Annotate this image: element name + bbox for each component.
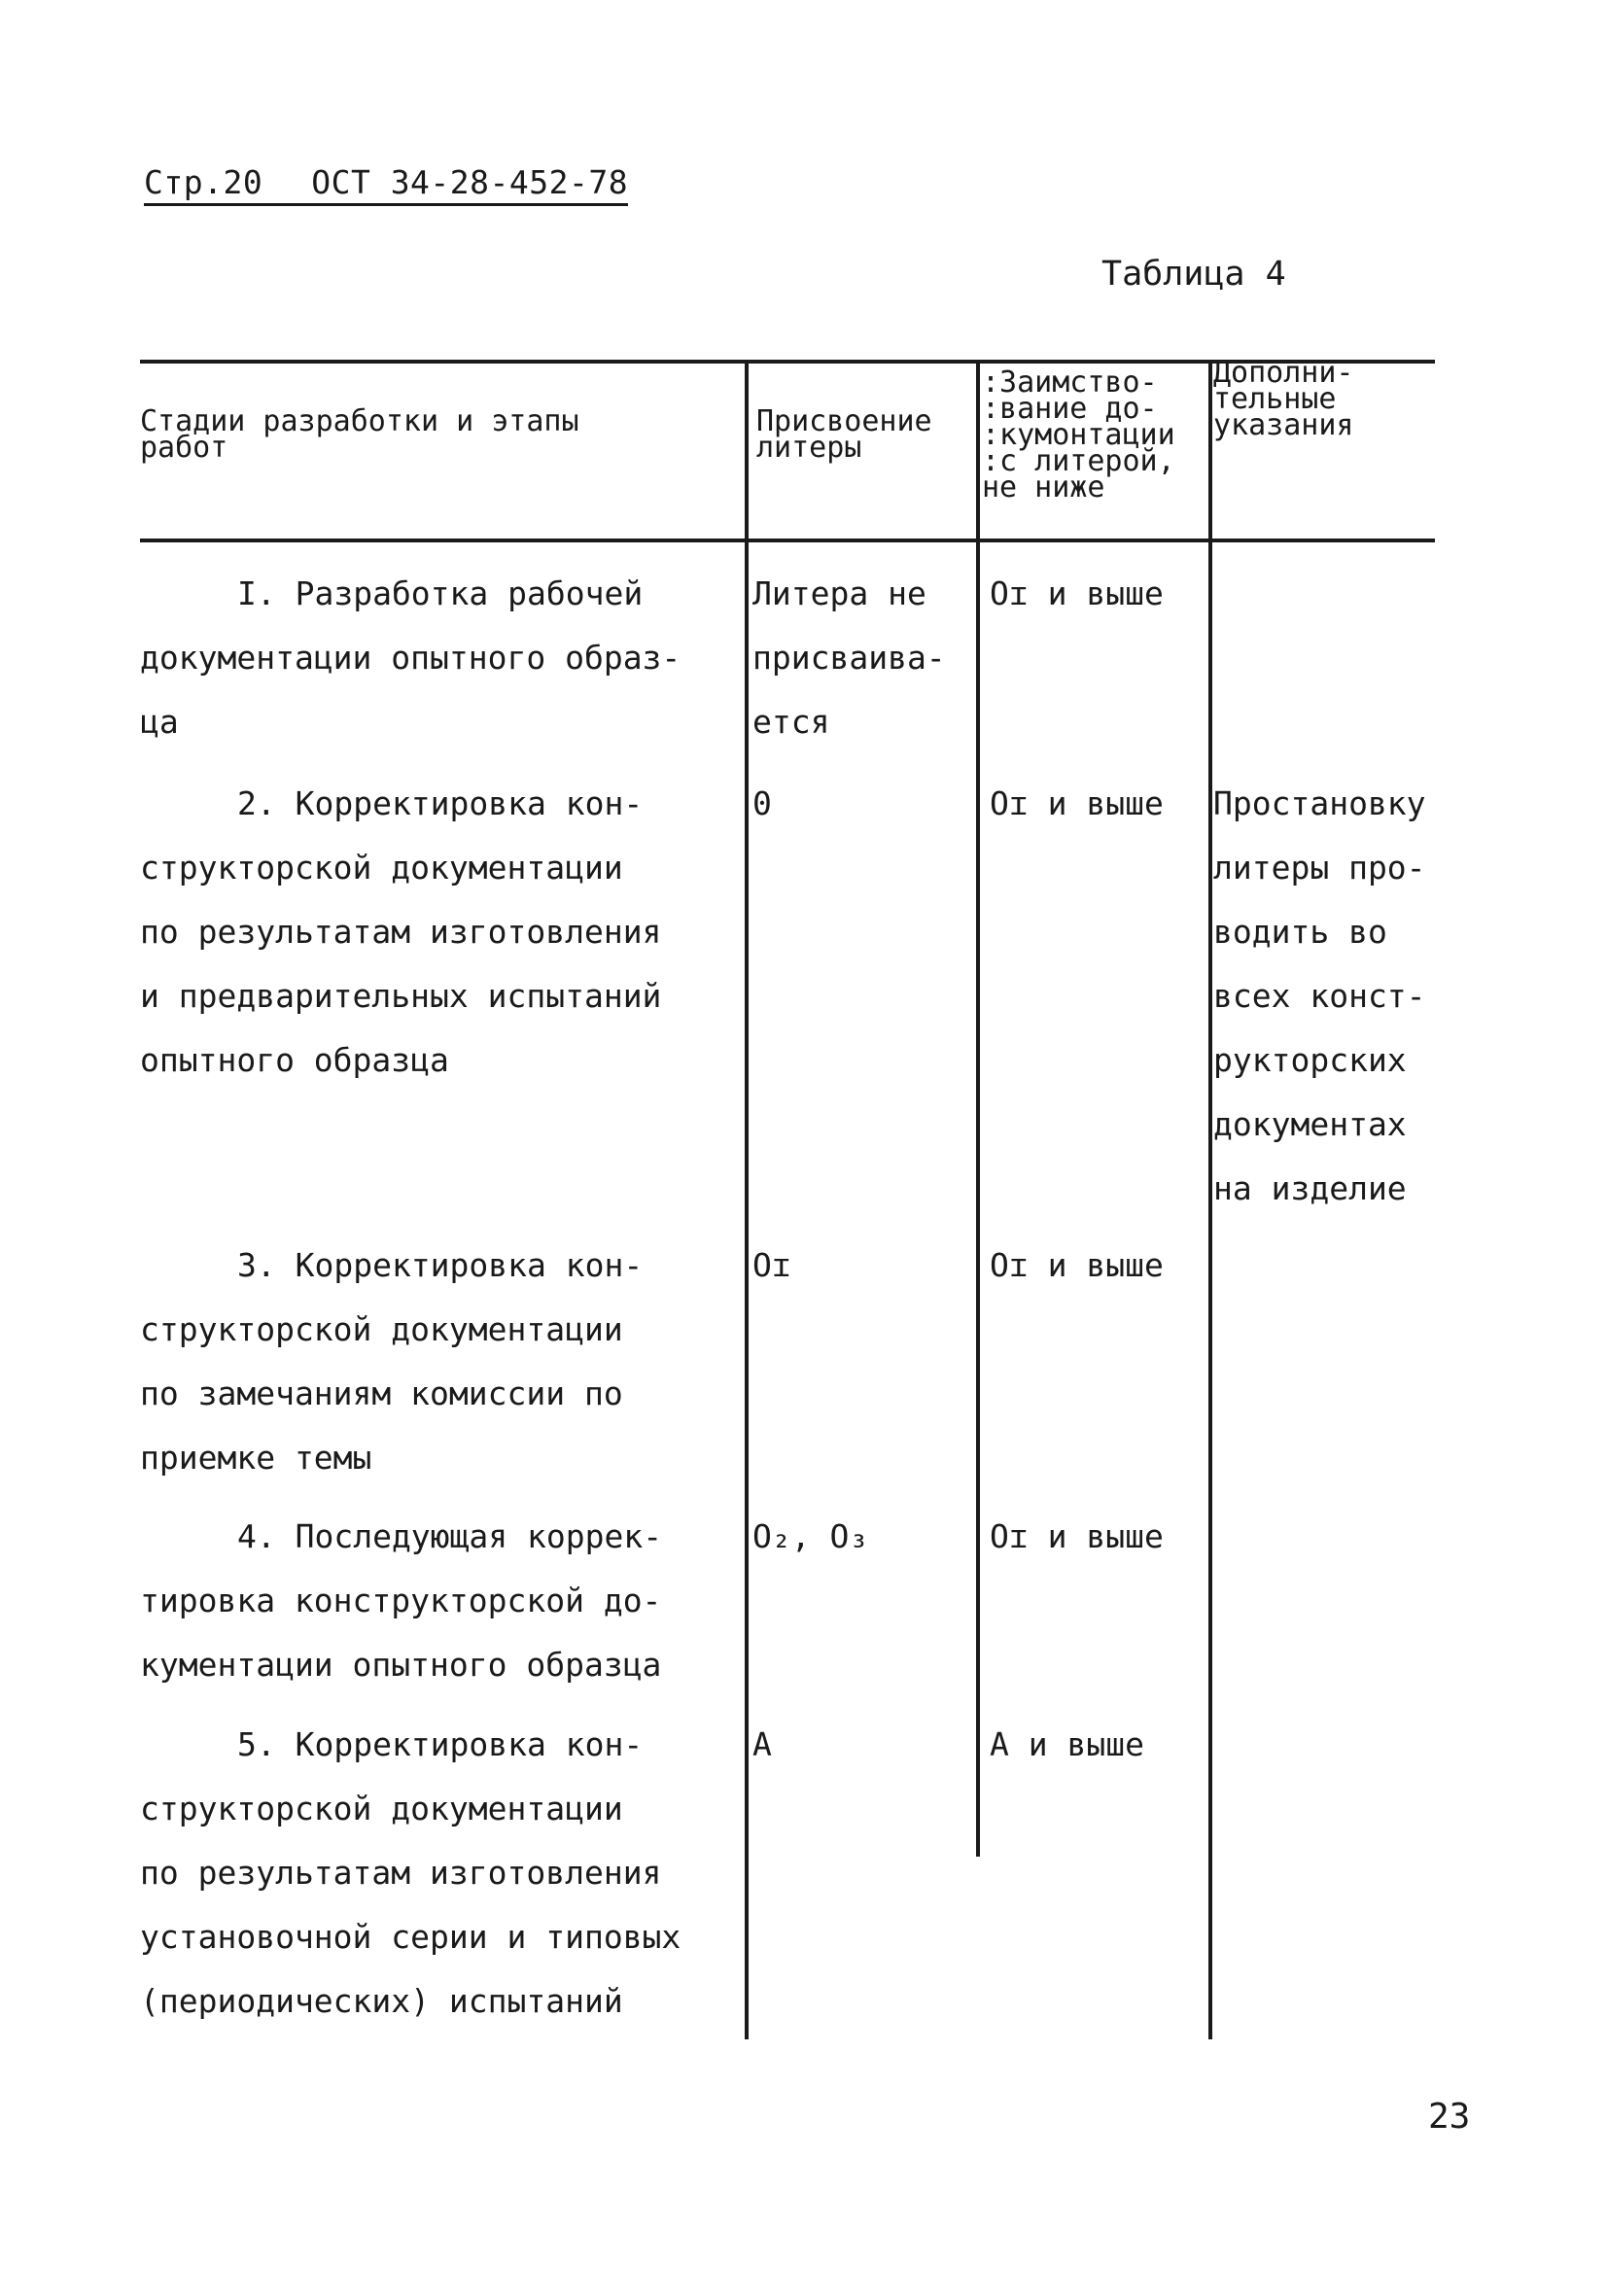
borrow-cell: Oɪ и выше [990,1246,1164,1284]
litera-cell: Oɪ [752,1246,791,1284]
header-bottom-rule [140,539,1435,542]
column-header-borrow: :Заимство- :вание до- :кумонтации :с литерой, не ниже [982,365,1175,504]
litera-cell: Литера не присваива- ется [752,574,946,741]
standard-code: ОСТ 34-28-452-78 [311,163,629,201]
column-header-notes: Дополни- тельные указания [1213,356,1354,442]
stage-cell: 2. Корректировка кон- структорской документации по результатам изготовления и предварительных испытаний опытного образца [140,784,662,1079]
borrow-cell: Oɪ и выше [990,1517,1164,1555]
stages-table [140,356,1435,2039]
note-cell: Простановку литеры про- водить во всех конст- рукторских документах на изделие [1213,784,1426,1207]
page-label: Стр.20 [144,163,263,201]
litera-cell: 0 [752,784,772,822]
column-header-stage: Стадии разработки и этапы работ [140,404,579,465]
column-divider-1 [745,360,749,2039]
column-divider-3 [1208,360,1212,2039]
borrow-cell: Oɪ и выше [990,574,1164,612]
stage-cell: I. Разработка рабочей документации опытного образ- ца [140,574,681,741]
column-header-litera: Присвоение литеры [756,404,932,465]
page-number: 23 [1428,2097,1471,2137]
borrow-cell: А и выше [990,1725,1144,1763]
stage-cell: 3. Корректировка кон- структорской документации по замечаниям комиссии по приемке темы [140,1246,644,1477]
litera-cell: O₂, O₃ [752,1517,869,1555]
stage-cell: 4. Последующая коррек- тировка конструкторской до- кументации опытного образца [140,1517,663,1684]
borrow-cell: Oɪ и выше [990,784,1164,822]
table-caption: Таблица 4 [1101,255,1286,294]
litera-cell: А [752,1725,772,1763]
page-header [144,163,628,206]
stage-cell: 5. Корректировка кон- структорской документации по результатам изготовления установочной серии и типовых (периодических) испытаний [140,1725,681,2020]
column-divider-2 [976,360,980,1857]
